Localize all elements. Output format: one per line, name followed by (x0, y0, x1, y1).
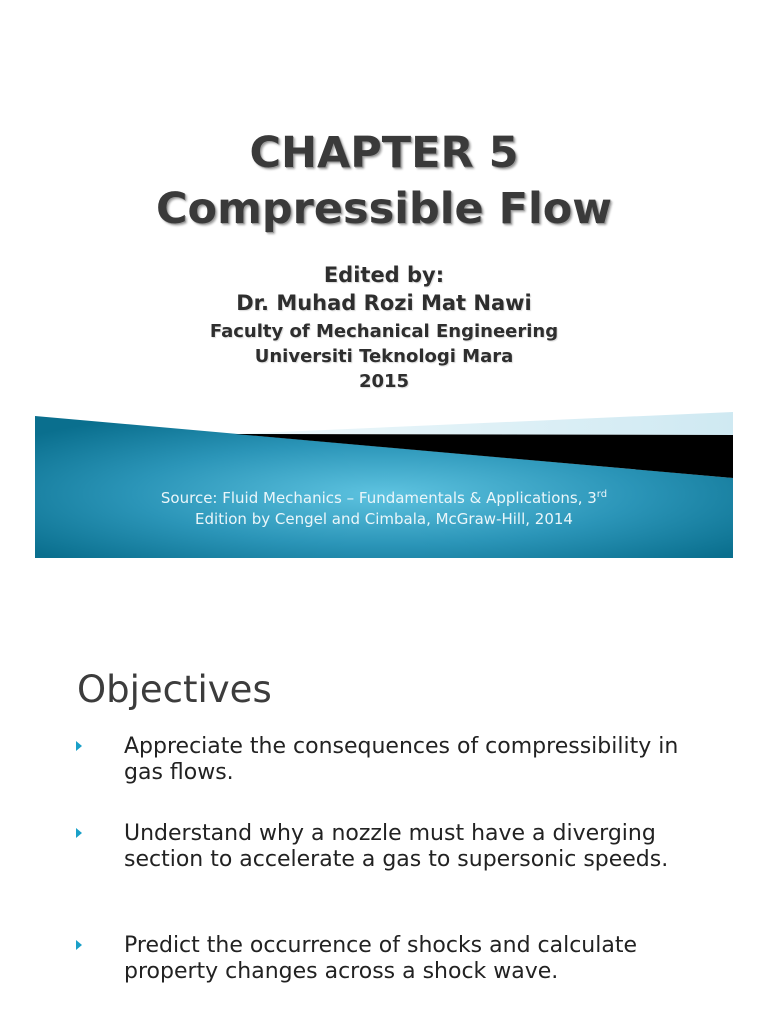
university-name: Universiti Teknologi Mara (254, 346, 514, 367)
objective-text: Predict the occurrence of shocks and calculate property changes across a shock wave. (124, 933, 638, 984)
chapter-title: CHAPTER 5 (249, 128, 519, 178)
edited-by-label: Edited by: (323, 263, 445, 287)
objective-text: Appreciate the consequences of compressibility in gas flows. (124, 734, 679, 785)
source-banner (35, 410, 733, 558)
bullet-arrow-icon (76, 828, 82, 838)
source-line-1: Source: Fluid Mechanics – Fundamentals & Applications, 3rd (160, 489, 608, 507)
banner-graphic (35, 410, 733, 558)
source-line-2: Edition by Cengel and Cimbala, McGraw-Hill, 2014 (195, 510, 573, 528)
objectives-slide (0, 586, 768, 1024)
objectives-heading: Objectives (77, 668, 272, 711)
faculty-name: Faculty of Mechanical Engineering (209, 321, 559, 342)
objectives-list (0, 586, 768, 1024)
bullet-arrow-icon (76, 741, 82, 751)
banner-pale-stripe (235, 412, 733, 435)
editor-name: Dr. Muhad Rozi Mat Nawi (236, 291, 532, 315)
bullet-arrow-icon (76, 940, 82, 950)
objective-text: Understand why a nozzle must have a diverging section to accelerate a gas to supersonic speeds. (124, 821, 669, 872)
edition-year: 2015 (358, 371, 410, 392)
chapter-subtitle: Compressible Flow (155, 184, 612, 234)
